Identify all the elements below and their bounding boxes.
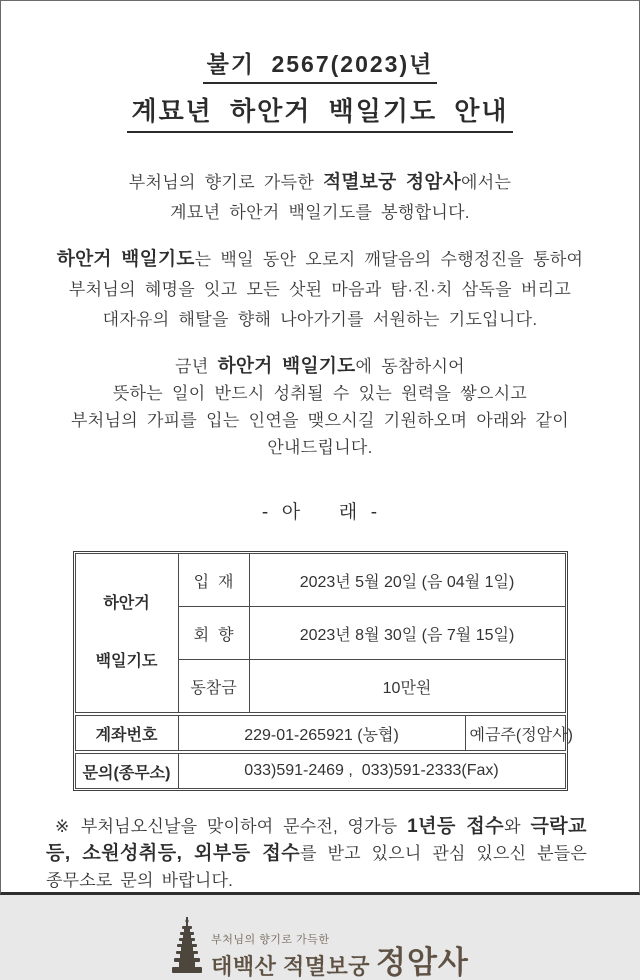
logo-tagline: 부처님의 향기로 가득한 [211,934,330,946]
body-line: 금년 하안거 백일기도에 동참하시어 [175,355,465,376]
info-table-wrapper [73,551,573,791]
contact-table [75,753,566,789]
logo-temple-prefix: 태백산 적멸보궁 [211,954,371,979]
table-row [75,754,565,789]
schedule-value-cell: 2023년 5월 20일 (음 04월 1일) [249,554,565,607]
group-label-line-2: 백일기도 [95,653,158,670]
invitation-paragraph [1,352,639,461]
body-line: 부처님의 가피를 입는 인연을 맺으시길 기원하오며 아래와 같이 [71,411,569,430]
account-number-cell: 229-01-265921 (농협) [178,716,465,751]
intro-paragraph [1,167,639,228]
body-line: 하안거 백일기도는 백일 동안 오로지 깨달음의 수행정진을 통하여 [56,248,584,269]
table-row [75,716,565,751]
body-line: 부처님의 향기로 가득한 적멸보궁 정암사에서는 [128,171,512,192]
body-line: 부처님의 혜명을 잇고 모든 삿된 마음과 탐·진·치 삼독을 버리고 [68,280,572,299]
page-title-text-1: 불기 2567(2023)년 [203,49,438,84]
title-block [1,49,639,133]
group-label-line-1: 하안거 [103,595,150,612]
explanation-paragraph [1,244,639,335]
contact-value-cell: 033)591-2469 , 033)591-2333(Fax) [178,754,565,789]
body-line: 뜻하는 일이 반드시 성취될 수 있는 원력을 쌓으시고 [112,384,528,403]
account-label-cell: 계좌번호 [75,716,178,751]
schedule-label-cell: 입 재 [178,554,249,607]
body-line: 안내드립니다. [267,438,373,457]
schedule-label-cell: 회 향 [178,607,249,660]
schedule-table [75,553,566,713]
table-group-label-cell [75,554,178,713]
contact-label-cell: 문의(종무소) [75,754,178,789]
page-title-line-1 [1,49,639,84]
pagoda-icon [171,917,203,978]
body-line: 대자유의 해탈을 향해 나아가기를 서원하는 기도입니다. [102,310,538,329]
note-paragraph: ※ 부처님오신날을 맞이하여 문수전, 영가등 1년등 접수와 극락교등, 소원성취등, 외부등 접수를 받고 있으니 관심 있으신 분들은 종무소로 문의 바랍니다. [46,816,588,890]
schedule-label-cell: 동참금 [178,660,249,713]
footer-logo [1,920,639,978]
logo-main-line [211,947,469,978]
logo-temple-name: 정암사 [376,945,469,980]
page-title-text-2: 계묘년 하안거 백일기도 안내 [127,94,512,133]
table-row [75,554,565,607]
logo-text-block [211,934,469,978]
schedule-value-cell: 2023년 8월 30일 (음 7월 15일) [249,607,565,660]
below-divider-label: - 아 래 - [261,502,379,523]
schedule-value-cell: 10만원 [249,660,565,713]
body-line: 계묘년 하안거 백일기도를 봉행합니다. [170,203,470,222]
account-holder-cell: 예금주(정암사) [465,716,565,751]
page-title-line-2 [1,94,639,133]
account-table [75,715,573,751]
